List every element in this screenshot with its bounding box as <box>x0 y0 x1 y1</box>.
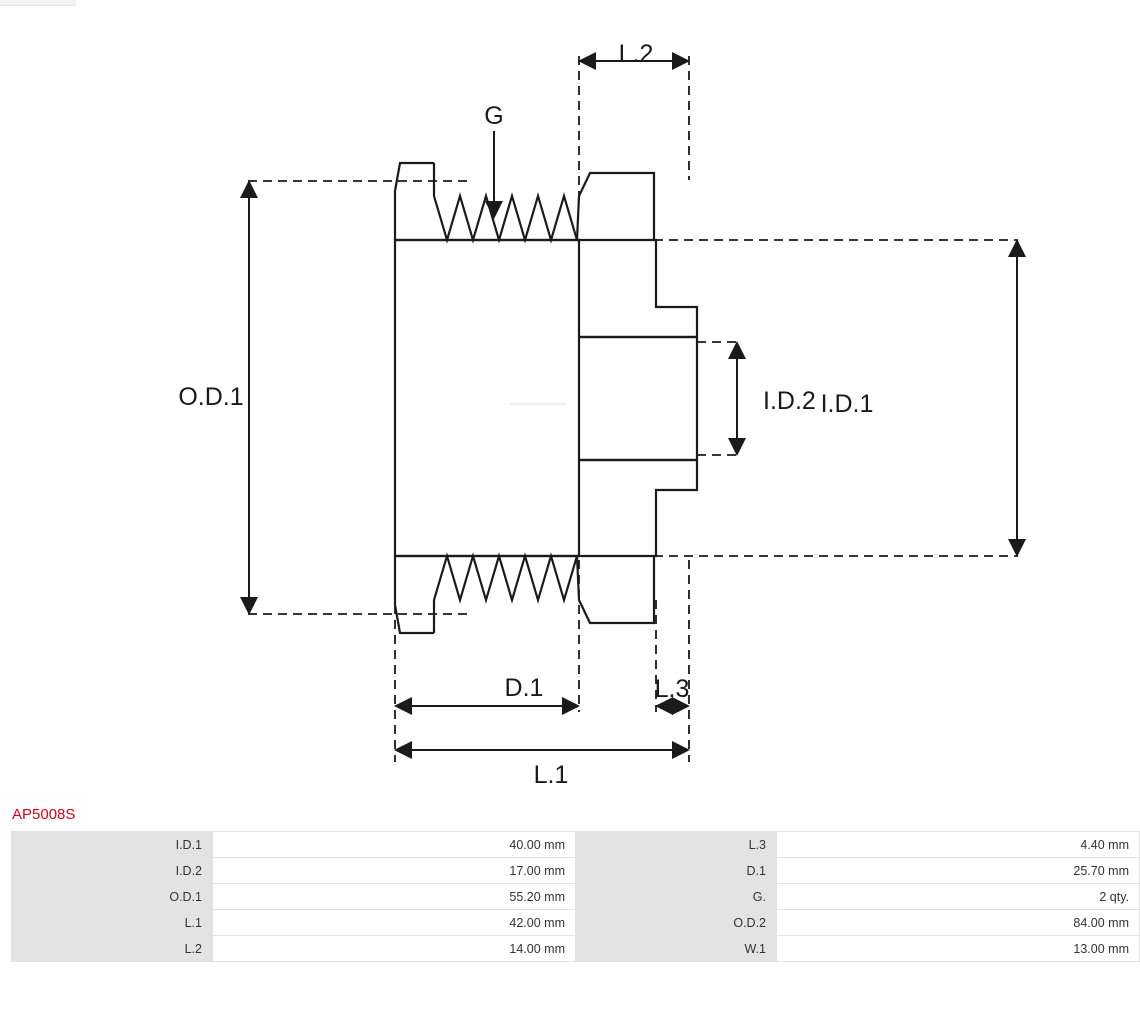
table-row <box>12 832 1140 858</box>
dimension-extension-lines <box>248 56 1018 762</box>
spec-key: D.1 <box>576 858 777 884</box>
table-row <box>12 884 1140 910</box>
dimension-arrows <box>249 61 1017 750</box>
spec-key: L.1 <box>12 910 213 936</box>
spec-table-body <box>12 832 1140 962</box>
spec-key: I.D.1 <box>12 832 213 858</box>
label-d1: D.1 <box>504 674 544 702</box>
specifications-table <box>11 831 1140 962</box>
label-l1: L.1 <box>533 761 569 789</box>
label-id2: I.D.2 <box>763 387 816 415</box>
spec-key: O.D.1 <box>12 884 213 910</box>
dimension-labels <box>178 40 873 789</box>
label-l3: L.3 <box>654 675 690 703</box>
spec-value: 4.40 mm <box>777 832 1140 858</box>
part-code: AP5008S <box>12 806 76 823</box>
label-id1: I.D.1 <box>820 390 874 418</box>
spec-value: 40.00 mm <box>213 832 576 858</box>
spec-key: G. <box>576 884 777 910</box>
pulley-body-outline <box>395 240 697 556</box>
spec-value: 13.00 mm <box>777 936 1140 962</box>
pulley-bottom-grooves <box>395 556 654 633</box>
table-row <box>12 858 1140 884</box>
spec-key: I.D.2 <box>12 858 213 884</box>
label-g: G <box>484 102 504 130</box>
label-l2: L.2 <box>618 40 654 68</box>
spec-value: 14.00 mm <box>213 936 576 962</box>
spec-value: 2 qty. <box>777 884 1140 910</box>
spec-value: 84.00 mm <box>777 910 1140 936</box>
spec-value: 42.00 mm <box>213 910 576 936</box>
table-row <box>12 910 1140 936</box>
spec-key: L.3 <box>576 832 777 858</box>
spec-value: 17.00 mm <box>213 858 576 884</box>
spec-key: L.2 <box>12 936 213 962</box>
spec-value: 55.20 mm <box>213 884 576 910</box>
table-row <box>12 936 1140 962</box>
pulley-top-grooves <box>395 163 654 240</box>
spec-key: W.1 <box>576 936 777 962</box>
spec-value: 25.70 mm <box>777 858 1140 884</box>
spec-key: O.D.2 <box>576 910 777 936</box>
label-od1: O.D.1 <box>178 383 244 411</box>
